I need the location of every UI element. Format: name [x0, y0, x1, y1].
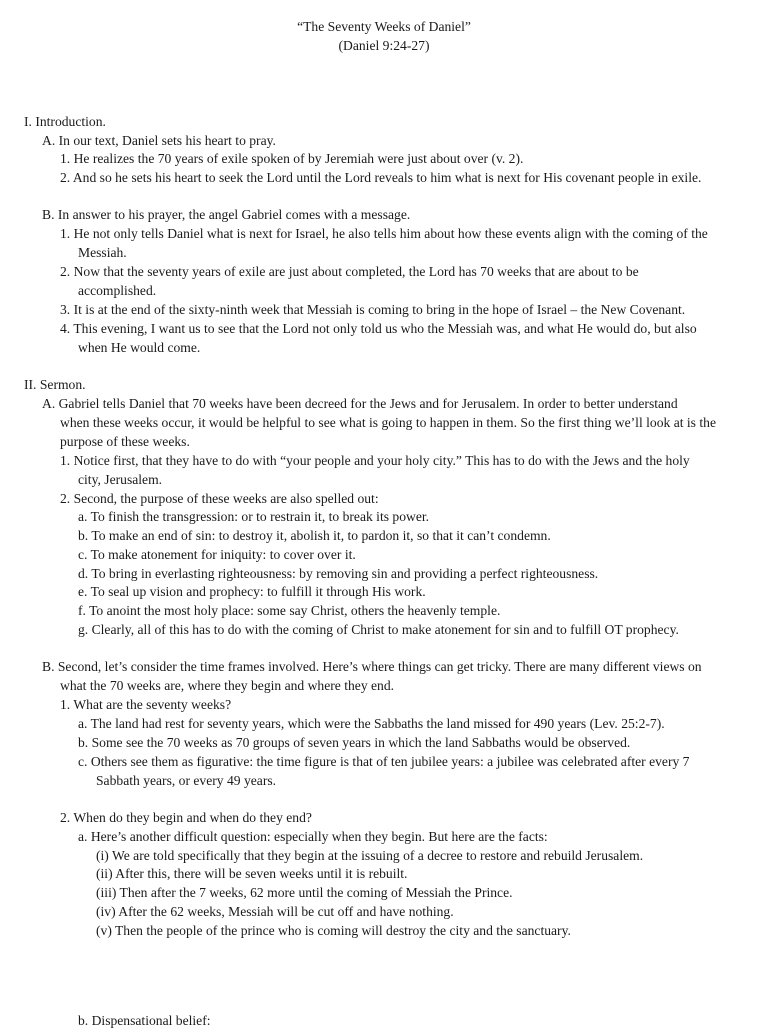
outline-subitem: a. The land had rest for seventy years, which were the Sabbaths the land missed for 490 years (Lev. 25:2-7).: [78, 716, 665, 731]
outline-subitem: d. To bring in everlasting righteousness: by removing sin and providing a perfect righteousness.: [78, 566, 599, 581]
outline-subitem: c. To make atonement for iniquity: to cover over it.: [78, 547, 356, 562]
outline-item: 1. What are the seventy weeks?: [60, 697, 232, 712]
outline-subitem: a. Here’s another difficult question: especially when they begin. But here are the facts:: [78, 829, 548, 844]
outline-item: A. Gabriel tells Daniel that 70 weeks have been decreed for the Jews and for Jerusalem. In order to better understand: [42, 396, 678, 411]
outline-subitem: c. Others see them as figurative: the time figure is that of ten jubilee years: a jubilee was celebrated after every 7: [78, 754, 690, 769]
outline-item: 3. It is at the end of the sixty-ninth week that Messiah is coming to bring in the hope of Israel – the New Covenant.: [60, 302, 686, 317]
outline-item-continued: when these weeks occur, it would be helpful to see what is going to happen in them. So the first thing we’ll look at is the: [60, 415, 716, 430]
outline-item-continued: city, Jerusalem.: [78, 472, 163, 487]
outline-item: B. Second, let’s consider the time frames involved. Here’s where things can get tricky. There are many different views on: [42, 659, 702, 674]
outline-subsubitem: (iii) Then after the 7 weeks, 62 more until the coming of Messiah the Prince.: [96, 885, 513, 900]
outline-subsubitem: (ii) After this, there will be seven weeks until it is rebuilt.: [96, 866, 408, 881]
outline-item: 4. This evening, I want us to see that the Lord not only told us who the Messiah was, and what He would do, but also: [60, 321, 697, 336]
outline-subsubitem: (iv) After the 62 weeks, Messiah will be cut off and have nothing.: [96, 904, 454, 919]
outline-subitem: f. To anoint the most holy place: some say Christ, others the heavenly temple.: [78, 603, 501, 618]
outline-subitem-continued: Sabbath years, or every 49 years.: [96, 773, 277, 788]
outline-subsubitem: (v) Then the people of the prince who is coming will destroy the city and the sanctuary.: [96, 923, 571, 938]
outline-item: 2. Second, the purpose of these weeks are also spelled out:: [60, 491, 379, 506]
outline-heading: II. Sermon.: [24, 377, 86, 392]
outline-item-continued: Messiah.: [78, 245, 127, 260]
outline-subitem: b. Dispensational belief:: [78, 1013, 211, 1028]
scripture-reference: (Daniel 9:24-27): [338, 38, 430, 53]
outline-item: 2. When do they begin and when do they end?: [60, 810, 312, 825]
outline-subitem: g. Clearly, all of this has to do with the coming of Christ to make atonement for sin and to fulfill OT prophecy.: [78, 622, 679, 637]
outline-subitem: b. To make an end of sin: to destroy it, abolish it, to pardon it, so that it can’t condemn.: [78, 528, 551, 543]
outline-item: A. In our text, Daniel sets his heart to pray.: [42, 133, 276, 148]
outline-item: 1. He realizes the 70 years of exile spoken of by Jeremiah were just about over (v. 2).: [60, 151, 524, 166]
outline-item: 1. He not only tells Daniel what is next for Israel, he also tells him about how these events align with the coming of the: [60, 226, 708, 241]
outline-item-continued: accomplished.: [78, 283, 157, 298]
outline-subitem: a. To finish the transgression: or to restrain it, to break its power.: [78, 509, 430, 524]
outline-item-continued: when He would come.: [78, 340, 201, 355]
outline-subitem: b. Some see the 70 weeks as 70 groups of seven years in which the land Sabbaths would be observed.: [78, 735, 631, 750]
outline-item: 1. Notice first, that they have to do with “your people and your holy city.” This has to do with the Jews and the holy: [60, 453, 690, 468]
outline-item: 2. And so he sets his heart to seek the Lord until the Lord reveals to him what is next for His covenant people in exile.: [60, 170, 702, 185]
outline-item-continued: what the 70 weeks are, where they begin and where they end.: [60, 678, 395, 693]
outline-heading: I. Introduction.: [24, 114, 106, 129]
outline-subsubitem: (i) We are told specifically that they begin at the issuing of a decree to restore and rebuild Jerusalem.: [96, 848, 644, 863]
outline-item: 2. Now that the seventy years of exile are just about completed, the Lord has 70 weeks that are about to be: [60, 264, 639, 279]
outline-item: B. In answer to his prayer, the angel Gabriel comes with a message.: [42, 207, 411, 222]
outline-subitem: e. To seal up vision and prophecy: to fulfill it through His work.: [78, 584, 426, 599]
outline-item-continued: purpose of these weeks.: [60, 434, 190, 449]
document-title: “The Seventy Weeks of Daniel”: [297, 19, 471, 34]
